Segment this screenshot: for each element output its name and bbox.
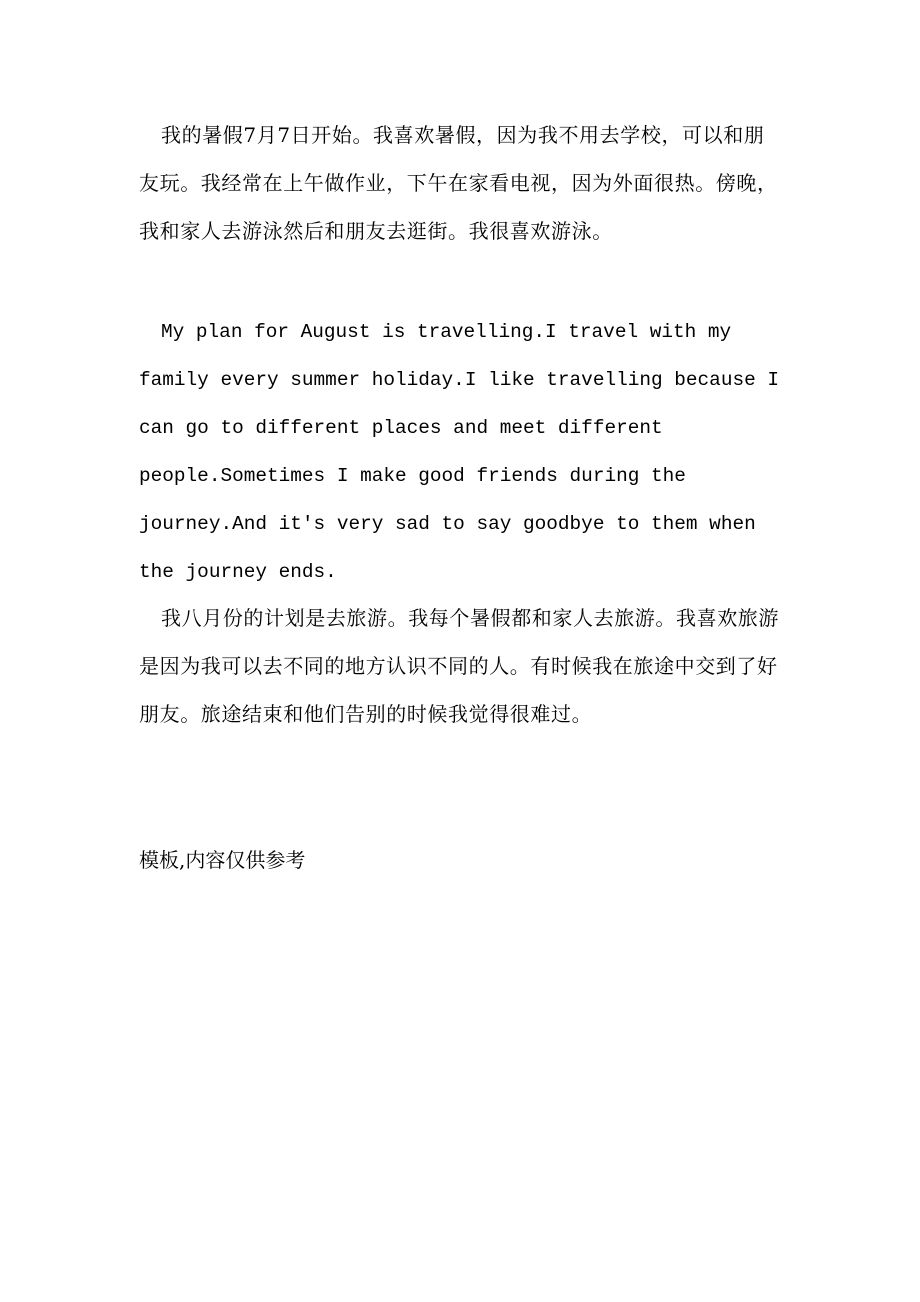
paragraph-august-plan-english: My plan for August is travelling.I travel with my family every summer holiday.I like travelling because I can go to different places and meet different people.Sometimes I make good friends during the journey.And it's very sad to say goodbye to them when the journey ends. <box>139 321 779 583</box>
footer-note: 模板,内容仅供参考 <box>139 848 306 872</box>
paragraph-summer-vacation-chinese: 我的暑假7月7日开始。我喜欢暑假，因为我不用去学校，可以和朋友玩。我经常在上午做作业，下午在家看电视，因为外面很热。傍晚，我和家人去游泳然后和朋友去逛街。我很喜欢游泳。 <box>139 123 778 243</box>
paragraph-august-plan-chinese: 我八月份的计划是去旅游。我每个暑假都和家人去旅游。我喜欢旅游是因为我可以去不同的地方认识不同的人。有时候我在旅途中交到了好朋友。旅途结束和他们告别的时候我觉得很难过。 <box>139 606 779 726</box>
